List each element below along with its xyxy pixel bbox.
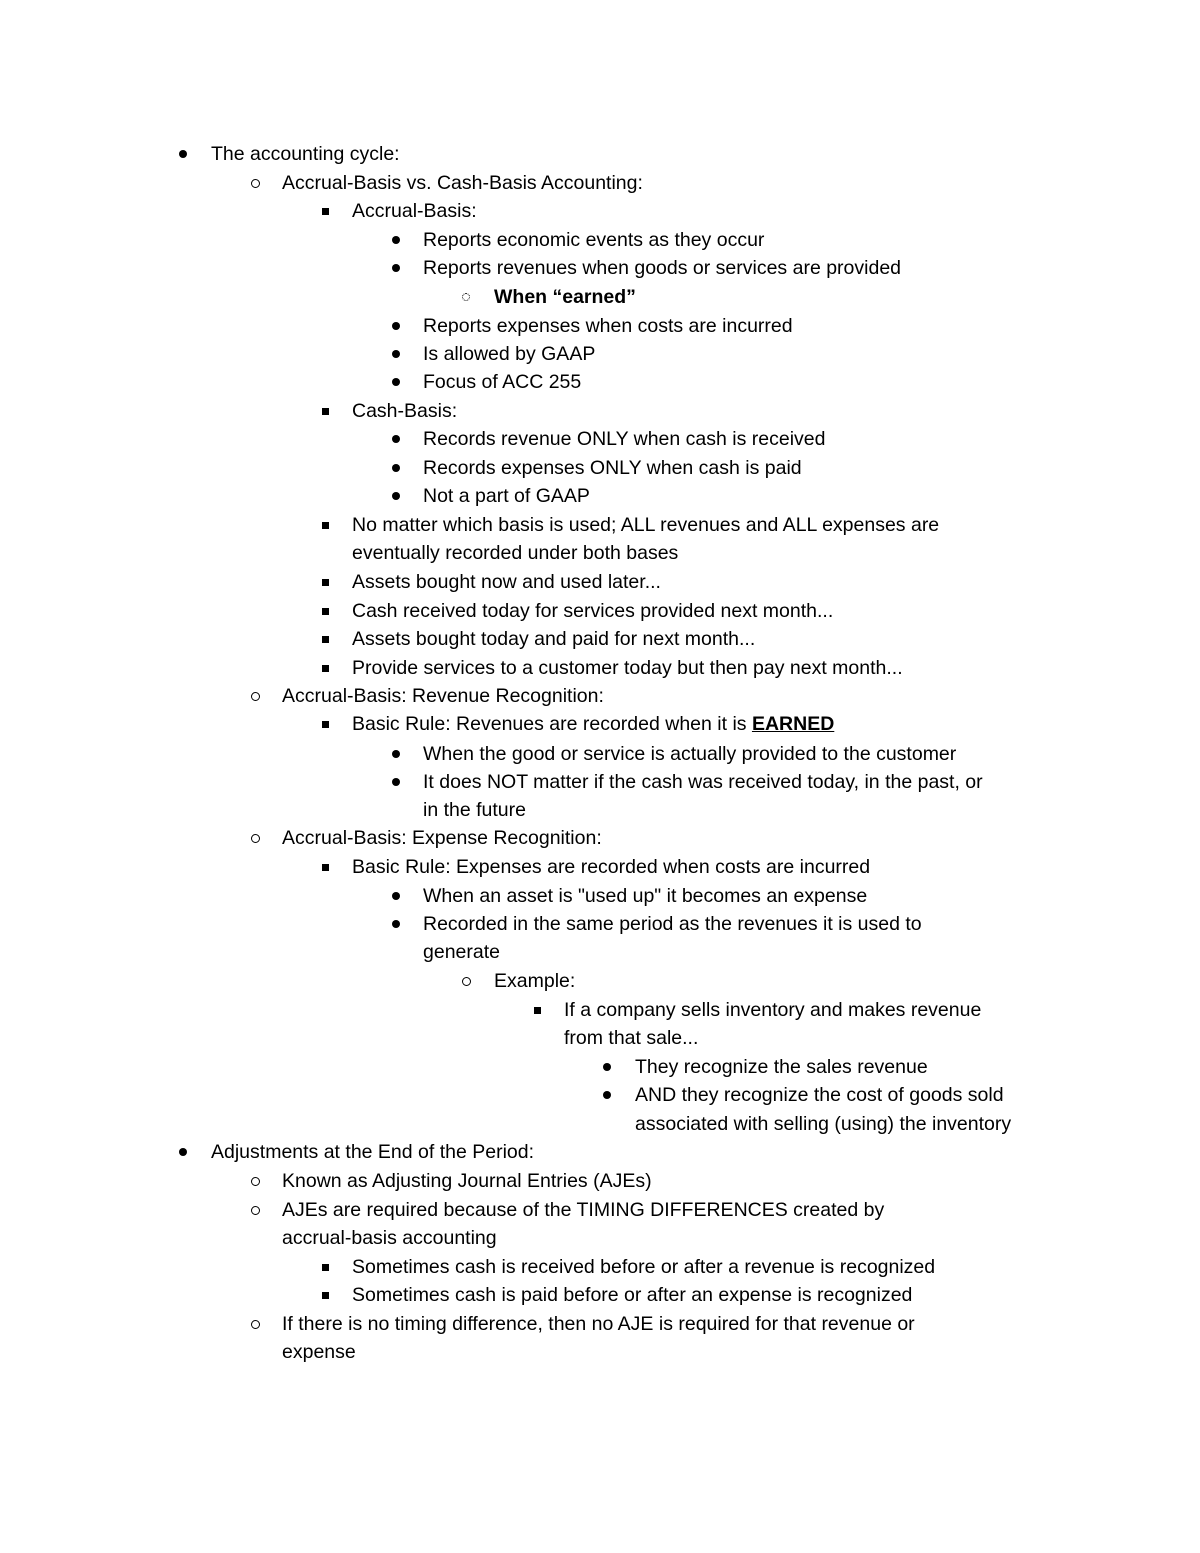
list-text: from that sale... — [564, 1027, 699, 1049]
bullet-square-icon — [318, 1256, 332, 1278]
list-text: Accrual-Basis: — [352, 200, 477, 222]
emphasis-text: EARNED — [751, 713, 835, 735]
subheading: Accrual-Basis: Expense Recognition: — [282, 827, 602, 849]
bullet-square-icon — [530, 999, 544, 1021]
list-text: Focus of ACC 255 — [423, 371, 582, 393]
list-text: Records revenue ONLY when cash is received — [423, 428, 826, 450]
list-text: Known as Adjusting Journal Entries (AJEs) — [282, 1170, 652, 1192]
list-text: If there is no timing difference, then no AJE is required for that revenue or — [282, 1313, 915, 1335]
bullet-dot-icon — [600, 1056, 614, 1078]
bullet-square-icon — [318, 1284, 332, 1306]
bullet-dot-icon — [389, 743, 403, 765]
subheading: Accrual-Basis vs. Cash-Basis Accounting: — [282, 172, 643, 194]
bullet-dot-icon — [389, 428, 403, 450]
bullet-square-icon — [318, 200, 332, 222]
bullet-circle-icon — [459, 970, 473, 992]
rule-text: Basic Rule: Revenues are recorded when it is — [352, 713, 752, 735]
list-text: Sometimes cash is paid before or after an expense is recognized — [352, 1284, 913, 1306]
bullet-circle-icon — [248, 172, 262, 194]
list-text: When the good or service is actually provided to the customer — [423, 743, 957, 765]
list-text: in the future — [423, 799, 526, 821]
bullet-square-icon — [318, 571, 332, 593]
list-text: Reports economic events as they occur — [423, 229, 765, 251]
bullet-square-icon — [318, 600, 332, 622]
list-text: Records expenses ONLY when cash is paid — [423, 457, 802, 479]
bullet-circle-icon — [248, 827, 262, 849]
list-text: Basic Rule: Expenses are recorded when costs are incurred — [352, 856, 871, 878]
list-text: AND they recognize the cost of goods sold — [635, 1084, 1004, 1106]
list-text: Assets bought today and paid for next month... — [352, 628, 756, 650]
section-heading: The accounting cycle: — [211, 143, 400, 165]
list-text: Cash-Basis: — [352, 400, 458, 422]
bullet-dotted-circle-icon — [459, 286, 473, 308]
list-text: Sometimes cash is received before or after a revenue is recognized — [352, 1256, 936, 1278]
bullet-square-icon — [318, 657, 332, 679]
list-text: accrual-basis accounting — [282, 1227, 497, 1249]
bullet-circle-icon — [248, 1199, 262, 1221]
bullet-square-icon — [318, 856, 332, 878]
bullet-square-icon — [318, 628, 332, 650]
bullet-square-icon — [318, 514, 332, 536]
bullet-circle-icon — [248, 1313, 262, 1335]
bullet-dot-icon — [389, 885, 403, 907]
list-text: Assets bought now and used later... — [352, 571, 661, 593]
bullet-dot-icon — [389, 343, 403, 365]
bullet-dot-icon — [389, 371, 403, 393]
list-text — [352, 713, 834, 735]
list-text: It does NOT matter if the cash was received today, in the past, or — [423, 771, 983, 793]
bullet-dot-icon — [389, 315, 403, 337]
list-text: Recorded in the same period as the revenues it is used to — [423, 913, 922, 935]
list-text: AJEs are required because of the TIMING DIFFERENCES created by — [282, 1199, 885, 1221]
bullet-dot-icon — [389, 913, 403, 935]
bullet-dot-icon — [389, 257, 403, 279]
list-text: Reports expenses when costs are incurred — [423, 315, 793, 337]
bullet-dot-icon — [176, 1141, 190, 1163]
list-text: If a company sells inventory and makes revenue — [564, 999, 982, 1021]
subheading: Accrual-Basis: Revenue Recognition: — [282, 685, 604, 707]
list-text: Example: — [494, 970, 576, 992]
bullet-dot-icon — [389, 485, 403, 507]
list-text: Reports revenues when goods or services are provided — [423, 257, 902, 279]
bullet-square-icon — [318, 713, 332, 735]
section-heading: Adjustments at the End of the Period: — [211, 1141, 535, 1163]
bullet-dot-icon — [389, 771, 403, 793]
list-text: No matter which basis is used; ALL revenues and ALL expenses are — [352, 514, 940, 536]
list-text: Not a part of GAAP — [423, 485, 590, 507]
list-text: Is allowed by GAAP — [423, 343, 596, 365]
bullet-square-icon — [318, 400, 332, 422]
list-text: Cash received today for services provided next month... — [352, 600, 834, 622]
list-text: generate — [423, 941, 500, 963]
bullet-circle-icon — [248, 1170, 262, 1192]
bullet-dot-icon — [389, 457, 403, 479]
list-text: They recognize the sales revenue — [635, 1056, 928, 1078]
bullet-circle-icon — [248, 685, 262, 707]
bullet-dot-icon — [600, 1084, 614, 1106]
list-text: eventually recorded under both bases — [352, 542, 679, 564]
list-text: When an asset is "used up" it becomes an expense — [423, 885, 868, 907]
list-text: expense — [282, 1341, 356, 1363]
list-text: Provide services to a customer today but then pay next month... — [352, 657, 903, 679]
list-text-bold: When “earned” — [494, 286, 636, 308]
list-text: associated with selling (using) the inventory — [635, 1113, 1012, 1135]
bullet-dot-icon — [176, 143, 190, 165]
bullet-dot-icon — [389, 229, 403, 251]
